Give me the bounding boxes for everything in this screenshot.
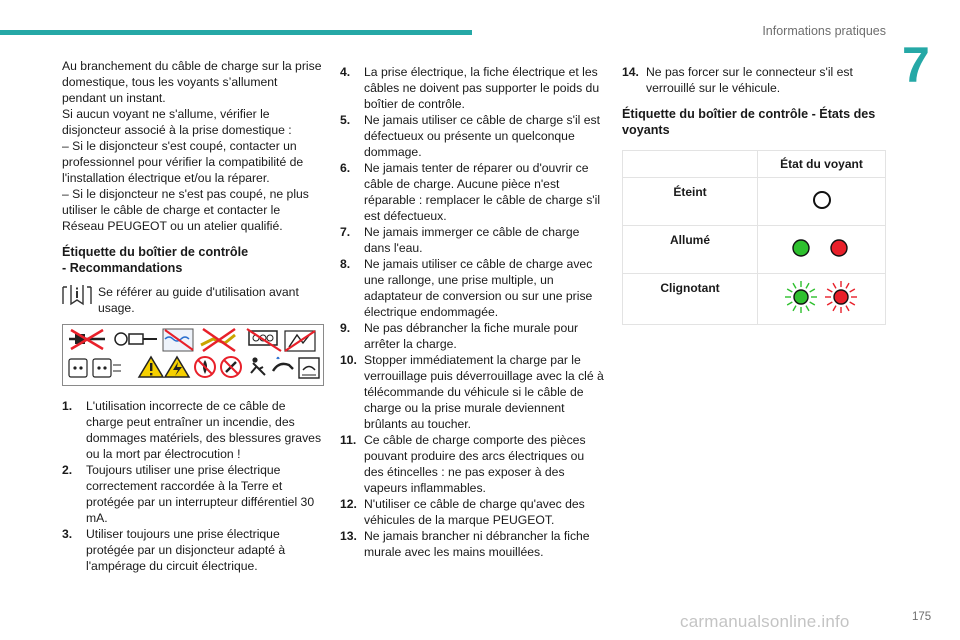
list-item: 13. Ne jamais brancher ni débrancher la fiche murale avec les mains mouillées.	[340, 529, 590, 559]
warning-pictograms-label	[62, 324, 324, 386]
general-warning-icon	[139, 357, 163, 377]
row-label-on: Allumé	[623, 226, 758, 274]
header-accent-bar	[0, 30, 472, 35]
recommendations-list-2	[340, 64, 604, 560]
no-tools-icon	[221, 357, 241, 377]
list-item: 3. Utiliser toujours une prise électrique protégée par un disjoncteur adapté à l'ampérage du circuit électrique.	[62, 527, 286, 573]
no-water-icon	[163, 329, 193, 351]
chapter-number: 7	[902, 37, 930, 93]
no-wet-hands-icon	[273, 358, 293, 372]
list-item: 4. La prise électrique, la fiche électrique et les câbles ne doivent pas supporter le poids du boîtier de contrôle.	[340, 65, 600, 111]
header-title: Informations pratiques	[762, 24, 886, 38]
row-label-blinking: Clignotant	[623, 274, 758, 325]
earth-socket-icon	[69, 359, 87, 377]
electric-shock-warning-icon	[165, 357, 189, 377]
no-damaged-socket-icon	[285, 331, 315, 351]
list-item: 2. Toujours utiliser une prise électrique correctement raccordée à la Terre et protégée par un interrupteur différentiel 30 mA.	[62, 463, 315, 525]
note-text: Se référer au guide d'utilisation avant usage.	[98, 285, 299, 315]
list-item: 7. Ne jamais immerger ce câble de charge dans l'eau.	[340, 225, 580, 255]
table-header-empty	[623, 151, 758, 178]
list-item: 12. N'utiliser ce câble de charge qu'avec des véhicules de la marque PEUGEOT.	[340, 497, 585, 527]
list-item: 10. Stopper immédiatement la charge par le verrouillage puis déverrouillage avec la clé à télécommande du véhicule si le câble de charge ou la prise murale deviennent brûlants au toucher.	[340, 353, 604, 431]
intro-paragraph-1: Au branchement du câble de charge sur la prise domestique, tous les voyants s’allument pendant un instant.	[62, 59, 322, 105]
no-adapter-icon	[115, 333, 157, 345]
no-multi-socket-icon	[247, 329, 281, 351]
list-item: 6. Ne jamais tenter de réparer ou d'ouvrir ce câble de charge. Aucune pièce n'est réparable : remplacer le câble de charge s'il est défectueux.	[340, 161, 601, 223]
table-row	[623, 274, 886, 325]
led-blinking-icon	[777, 275, 867, 319]
intro-paragraph-2: Si aucun voyant ne s'allume, vérifier le disjoncteur associé à la prise domestique :	[62, 107, 292, 137]
recommendations-list-3	[622, 64, 887, 96]
list-item: 9. Ne pas débrancher la fiche murale pour arrêter la charge.	[340, 321, 579, 351]
column-right	[622, 64, 887, 325]
page-number: 175	[912, 611, 932, 623]
section-title-recommendations: Étiquette du boîtier de contrôle - Recommandations	[62, 245, 249, 275]
led-off-icon	[802, 180, 842, 220]
table-row	[623, 226, 886, 274]
no-extension-icon	[201, 329, 235, 351]
no-open-flame-icon	[195, 357, 215, 377]
table-header-led-state: État du voyant	[758, 151, 886, 178]
led-on-icon	[777, 228, 867, 268]
section-title-led-states: Étiquette du boîtier de contrôle - États des voyants	[622, 107, 876, 137]
intro-dash-1: – Si le disjoncteur s'est coupé, contacter un professionnel pour vérifier la compatibilité de l'installation électrique et/ou la réparer.	[62, 139, 304, 185]
row-label-off: Éteint	[623, 178, 758, 226]
watermark-text: carmanualsonline.info	[680, 612, 850, 631]
list-item: 14. Ne pas forcer sur le connecteur s'il est verrouillé sur le véhicule.	[622, 65, 853, 95]
list-item: 1. L'utilisation incorrecte de ce câble de charge peut entraîner un incendie, des dommages matériels, des blessures graves ou la mort par électrocution !	[62, 399, 322, 461]
rcd-socket-icon	[93, 359, 121, 377]
list-item: 5. Ne jamais utiliser ce câble de charge s'il est défectueux ou présente un quelconque dommage.	[340, 113, 601, 159]
book-info-icon	[62, 284, 92, 306]
led-states-table	[622, 150, 886, 325]
list-item: 11. Ce câble de charge comporte des pièces pouvant produire des arcs électriques ou des étincelles : ne pas exposer à des vapeurs inflammables.	[340, 433, 586, 495]
handle-with-care-icon	[299, 358, 319, 378]
note-box	[62, 284, 324, 316]
trip-hazard-icon	[251, 357, 265, 375]
column-middle	[340, 64, 604, 560]
table-row	[623, 178, 886, 226]
column-left	[62, 58, 324, 574]
no-cable-pull-icon	[69, 330, 105, 349]
list-item: 8. Ne jamais utiliser ce câble de charge avec une rallonge, une prise multiple, un adaptateur de conversion ou sur une prise électrique endommagée.	[340, 257, 593, 319]
recommendations-list-1	[62, 398, 324, 574]
intro-dash-2: – Si le disjoncteur ne s'est pas coupé, ne plus utiliser le câble de charge et contacter le Réseau PEUGEOT ou un atelier qualifié.	[62, 187, 309, 233]
